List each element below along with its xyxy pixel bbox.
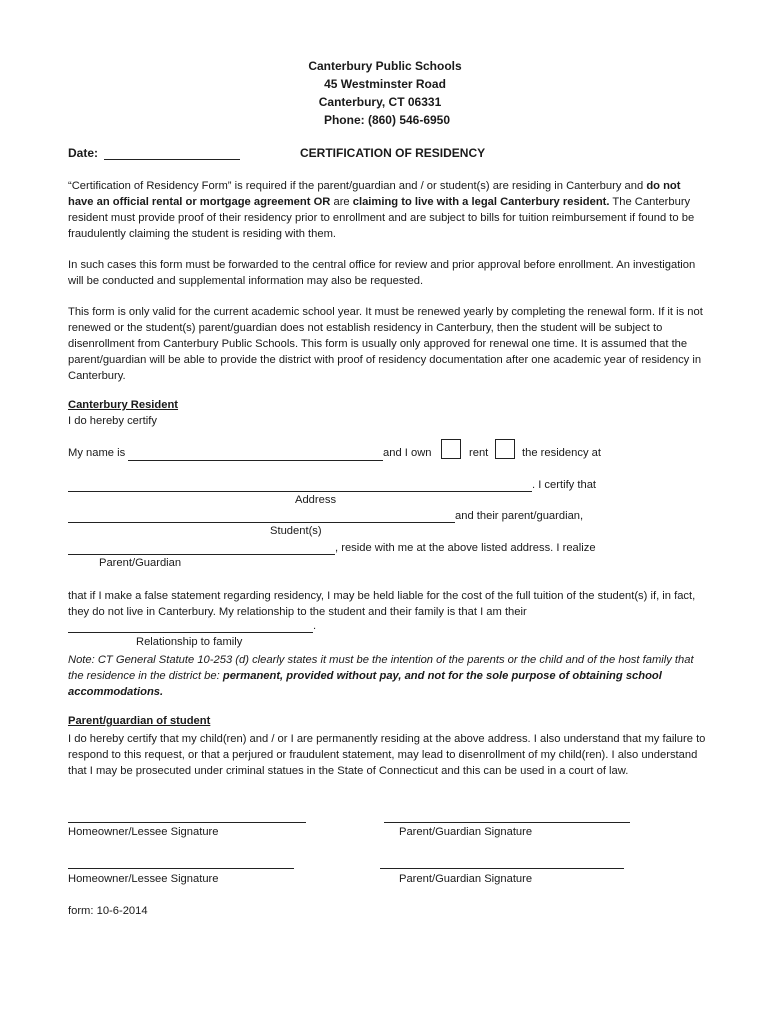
school-address: 45 Westminster Road [324, 77, 446, 91]
own-checkbox[interactable] [441, 439, 461, 459]
rent-label: rent [469, 447, 489, 459]
parent-certification-text: I do hereby certify that my child(ren) and / or I are permanently residing at the above address. I also understand that my failure to respond to this request, or that a perjured or fraudulent statement, may lead to disenrollment of my child(ren). I also understand that I may be prosecuted under criminal statues in the State of Connecticut and this can be used in a court of law. [68, 733, 706, 777]
parent-signature-line-2[interactable] [380, 868, 624, 869]
rent-checkbox[interactable] [495, 439, 515, 459]
date-field[interactable] [104, 159, 240, 160]
statute-note: Note: CT General Statute 10-253 (d) clearly states it must be the intention of the parents or the child and of the host family that the residence in the district be: permanent, provided without pay, and not for the sole purpose of obtaining school accommodations. [68, 654, 694, 698]
my-name-label: My name is [68, 447, 126, 459]
parent-signature-label-1: Parent/Guardian Signature [399, 826, 533, 838]
own-label: and I own [383, 447, 432, 459]
parent-guardian-label: and their parent/guardian, [455, 510, 584, 522]
resident-heading: Canterbury Resident [68, 399, 179, 411]
students-caption: Student(s) [270, 525, 322, 537]
resident-name-field[interactable] [128, 460, 383, 461]
form-title: CERTIFICATION OF RESIDENCY [300, 146, 486, 160]
parent-signature-line-1[interactable] [384, 822, 630, 823]
intro-paragraph-2: In such cases this form must be forwarded to the central office for review and prior approval before enrollment. An investigation will be conducted and supplemental information may also be requested. [68, 259, 696, 287]
homeowner-signature-line-2[interactable] [68, 868, 294, 869]
relationship-caption: Relationship to family [136, 636, 243, 648]
address-field[interactable] [68, 491, 532, 492]
parent-signature-label-2: Parent/Guardian Signature [399, 873, 533, 885]
reside-with-me-label: , reside with me at the above listed address. I realize [335, 542, 596, 554]
intro-paragraph-3: This form is only valid for the current academic school year. It must be renewed yearly by completing the renewal form. If it is not renewed or the student(s) parent/guardian does not establish residency in Canterbury, then the student will be subject to disenrollment from Canterbury Public Schools. This form is usually only approved for renewal one time. It is assumed that the parent/guardian will be able to provide the district with proof of residency documentation after one academic year of residency in Canterbury. [68, 306, 703, 382]
certify-that-label: . I certify that [532, 479, 597, 491]
intro-paragraph-1: “Certification of Residency Form” is required if the parent/guardian and / or student(s) are residing in Canterbury and do not have an official rental or mortgage agreement OR are claiming to live with a legal Canterbury resident. The Canterbury resident must provide proof of their residency prior to enrollment and are subject to bills for tuition reimbursement if found to be fraudulently claiming the student is residing with them. [68, 180, 695, 240]
resident-certify: I do hereby certify [68, 415, 157, 427]
false-statement-text: that if I make a false statement regarding residency, I may be held liable for the cost of the full tuition of the student(s) if, in fact, they do not live in Canterbury. My relationship to the student and their family is that I am their [68, 590, 696, 618]
students-field[interactable] [68, 522, 455, 523]
form-version: form: 10-6-2014 [68, 905, 148, 917]
residency-at-label: the residency at [522, 447, 601, 459]
school-name: Canterbury Public Schools [308, 59, 462, 73]
homeowner-signature-label-1: Homeowner/Lessee Signature [68, 826, 219, 838]
parent-caption: Parent/Guardian [99, 557, 182, 569]
relationship-period: . [313, 620, 317, 632]
school-phone: Phone: (860) 546-6950 [323, 113, 451, 127]
parent-guardian-field[interactable] [68, 554, 335, 555]
parent-heading: Parent/guardian of student [68, 715, 211, 727]
date-label: Date: [68, 146, 99, 160]
school-city: Canterbury, CT 06331 [318, 95, 442, 109]
homeowner-signature-label-2: Homeowner/Lessee Signature [68, 873, 219, 885]
address-caption: Address [295, 494, 337, 506]
relationship-field[interactable] [68, 632, 313, 633]
homeowner-signature-line-1[interactable] [68, 822, 306, 823]
